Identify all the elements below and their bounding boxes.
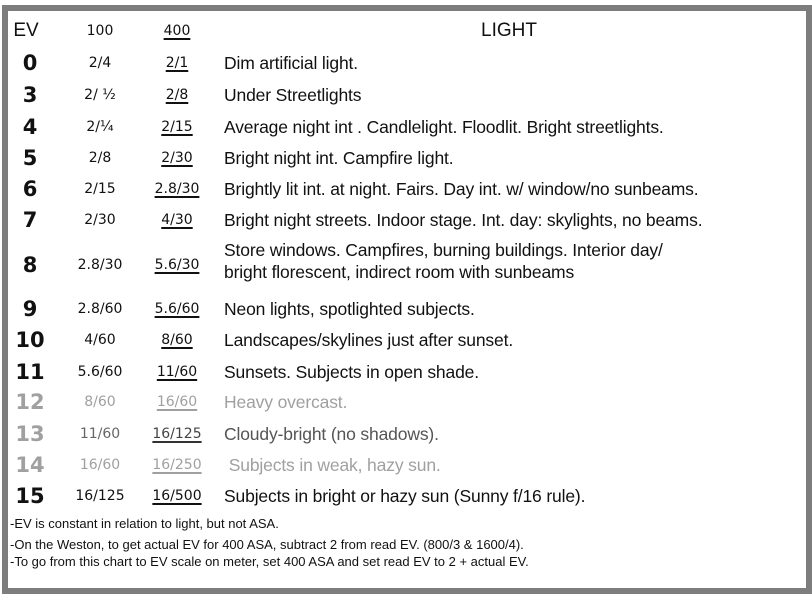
iso100-value: 4/60 [84, 332, 116, 348]
iso400-value: 2/15 [161, 119, 193, 135]
light-description: Subjects in bright or hazy sun (Sunny f/16 rule). [224, 486, 586, 506]
iso400-value: 2/1 [165, 55, 189, 71]
iso100-value: 8/60 [84, 394, 116, 410]
iso100-value: 11/60 [79, 426, 121, 442]
light-description: Bright night int. Campfire light. [224, 148, 454, 168]
iso100-value: 2/30 [84, 212, 116, 228]
light-description: Under Streetlights [224, 85, 362, 105]
ev-value: 10 [15, 328, 45, 352]
iso100-value: 2/15 [84, 181, 116, 197]
ev-value: 0 [22, 51, 38, 75]
iso400-value: 16/125 [152, 426, 202, 442]
ev-value: 3 [22, 83, 38, 107]
header-iso400: 400 [163, 23, 191, 39]
light-description: Cloudy-bright (no shadows). [224, 424, 439, 444]
iso100-value: 2/4 [88, 55, 112, 71]
iso100-value: 2/¼ [86, 119, 114, 135]
ev-value: 11 [15, 360, 45, 384]
light-description: Subjects in weak, hazy sun. [224, 455, 441, 475]
light-description: Heavy overcast. [224, 392, 348, 412]
light-description: Landscapes/skylines just after sunset. [224, 330, 514, 350]
iso400-value: 5.6/60 [154, 301, 200, 317]
ev-value: 13 [15, 422, 45, 446]
iso100-value: 2.8/60 [77, 301, 123, 317]
ev-value: 5 [22, 146, 38, 170]
note-2: -On the Weston, to get actual EV for 400 ASA, subtract 2 from read EV. (800/3 & 1600/4). [10, 537, 524, 552]
light-description-line2: bright florescent, indirect room with sunbeams [224, 262, 575, 282]
iso400-value: 2/30 [161, 150, 193, 166]
ev-value: 6 [22, 177, 38, 201]
ev-value: 15 [15, 484, 45, 508]
iso400-value: 16/250 [152, 457, 202, 473]
iso400-value: 11/60 [156, 364, 198, 380]
light-description: Sunsets. Subjects in open shade. [224, 362, 479, 382]
header-light: LIGHT [481, 20, 537, 41]
iso100-value: 16/125 [75, 488, 125, 504]
ev-value: 14 [15, 453, 45, 477]
ev-value: 7 [22, 208, 38, 232]
iso100-value: 16/60 [79, 457, 121, 473]
light-description: Average night int . Candlelight. Floodlit. Bright streetlights. [224, 117, 664, 137]
light-description: Neon lights, spotlighted subjects. [224, 299, 475, 319]
iso100-value: 5.6/60 [77, 364, 123, 380]
ev-value: 4 [22, 115, 38, 139]
iso400-value: 2.8/30 [154, 181, 200, 197]
light-description: Bright night streets. Indoor stage. Int. day: skylights, no beams. [224, 210, 703, 230]
iso400-value: 4/30 [161, 212, 193, 228]
light-description: Store windows. Campfires, burning buildings. Interior day/ [224, 240, 663, 260]
iso100-value: 2.8/30 [77, 257, 123, 273]
iso400-value: 8/60 [161, 332, 193, 348]
header-iso100: 100 [86, 23, 114, 39]
iso400-value: 2/8 [165, 87, 189, 103]
light-description: Dim artificial light. [224, 53, 358, 73]
iso400-value: 16/60 [156, 394, 198, 410]
note-1: -EV is constant in relation to light, but not ASA. [10, 516, 279, 531]
iso400-value: 16/500 [152, 488, 202, 504]
ev-value: 12 [15, 390, 45, 414]
header-ev: EV [13, 20, 39, 41]
ev-value: 9 [22, 297, 38, 321]
iso100-value: 2/8 [88, 150, 112, 166]
iso100-value: 2/ ½ [84, 87, 116, 103]
ev-value: 8 [22, 253, 38, 277]
light-description: Brightly lit int. at night. Fairs. Day int. w/ window/no sunbeams. [224, 179, 699, 199]
iso400-value: 5.6/30 [154, 257, 200, 273]
note-3: -To go from this chart to EV scale on meter, set 400 ASA and set read EV to 2 + actual EV. [10, 554, 529, 569]
